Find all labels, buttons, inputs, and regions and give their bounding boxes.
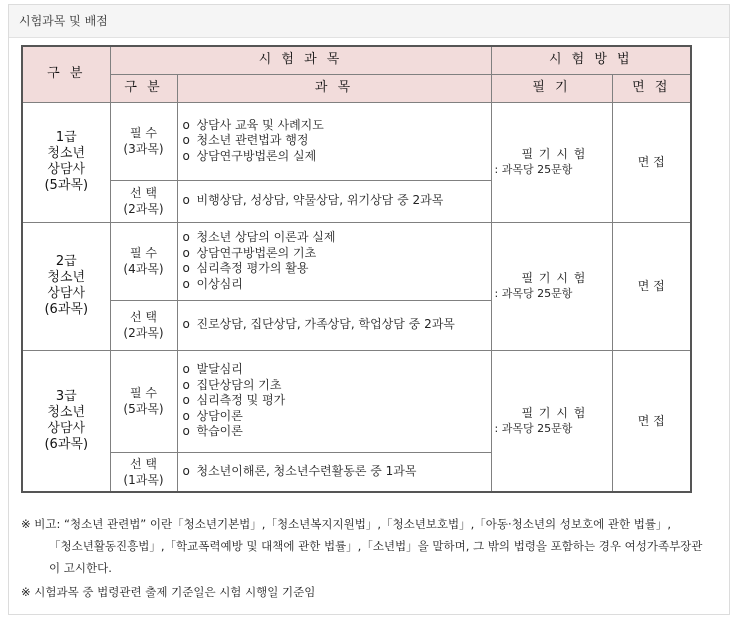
note-line: ※ 시험과목 중 법령관련 출제 기준일은 시험 시행일 기준임 [21, 585, 316, 599]
required-label: 필 수 (4과목) [110, 222, 177, 300]
header-sub-category: 구 분 [110, 74, 177, 102]
required-subjects [177, 222, 491, 300]
grade-row-1 [22, 102, 691, 180]
list-item: o 심리측정 및 평가 [182, 393, 286, 408]
list-item: o 학습이론 [182, 424, 243, 439]
required-subjects [177, 102, 491, 180]
elective-label: 선 택 (2과목) [110, 300, 177, 350]
interview-method: 면 접 [612, 102, 691, 222]
header-interview: 면 접 [612, 74, 691, 102]
written-method: 필 기 시 험 : 과목당 25문항 [491, 102, 612, 222]
header-exam-method: 시 험 방 법 [491, 46, 691, 74]
list-item: o 상담연구방법론의 기초 [182, 245, 317, 260]
note-line: 이 고시한다. [49, 561, 112, 575]
list-item: o 상담이론 [182, 408, 243, 423]
exam-subjects-table [21, 45, 692, 493]
written-method: 필 기 시 험 : 과목당 25문항 [491, 350, 612, 492]
list-item: o 진로상담, 집단상담, 가족상담, 학업상담 중 2과목 [182, 317, 455, 332]
elective-label: 선 택 (1과목) [110, 452, 177, 492]
grade-row-2 [22, 222, 691, 300]
elective-subjects [177, 452, 491, 492]
list-item: o 집단상담의 기초 [182, 377, 282, 392]
required-label: 필 수 (5과목) [110, 350, 177, 452]
elective-label: 선 택 (2과목) [110, 180, 177, 222]
elective-subjects [177, 300, 491, 350]
header-subjects: 과 목 [177, 74, 491, 102]
grade-name: 3급 청소년 상담사 (6과목) [22, 350, 110, 492]
list-item: o 이상심리 [182, 276, 243, 291]
list-item: o 비행상담, 성상담, 약물상담, 위기상담 중 2과목 [182, 193, 444, 208]
list-item: o 심리측정 평가의 활용 [182, 261, 309, 275]
note-line: ※ 비고: “청소년 관련법” 이란「청소년기본법」,「청소년복지지원법」,「청소년보호법」,「아동·청소년의 성보호에 관한 법률」, [21, 517, 672, 531]
grade-name: 1급 청소년 상담사 (5과목) [22, 102, 110, 222]
list-item: o 청소년이해론, 청소년수련활동론 중 1과목 [182, 464, 417, 478]
grade-row-3 [22, 350, 691, 452]
interview-method: 면 접 [612, 350, 691, 492]
required-subjects [177, 350, 491, 452]
section-title: 시험과목 및 배점 [9, 5, 729, 38]
header-written: 필 기 [491, 74, 612, 102]
list-item: o 상담연구방법론의 실제 [182, 148, 317, 163]
grade-name: 2급 청소년 상담사 (6과목) [22, 222, 110, 350]
note-line: 「청소년활동진흥법」,「학교폭력예방 및 대책에 관한 법률」,「소년법」을 말하며, 그 밖의 법령을 포함하는 경우 여성가족부장관 [49, 539, 703, 553]
list-item: o 상담사 교육 및 사례지도 [182, 117, 324, 132]
interview-method: 면 접 [612, 222, 691, 350]
content-panel [8, 4, 730, 615]
list-item: o 청소년 관련법과 행정 [182, 133, 309, 148]
required-label: 필 수 (3과목) [110, 102, 177, 180]
header-category: 구 분 [22, 46, 110, 102]
written-method: 필 기 시 험 : 과목당 25문항 [491, 222, 612, 350]
header-exam-subjects: 시 험 과 목 [110, 46, 491, 74]
elective-subjects [177, 180, 491, 222]
list-item: o 청소년 상담의 이론과 실제 [182, 230, 336, 244]
list-item: o 발달심리 [182, 362, 243, 377]
